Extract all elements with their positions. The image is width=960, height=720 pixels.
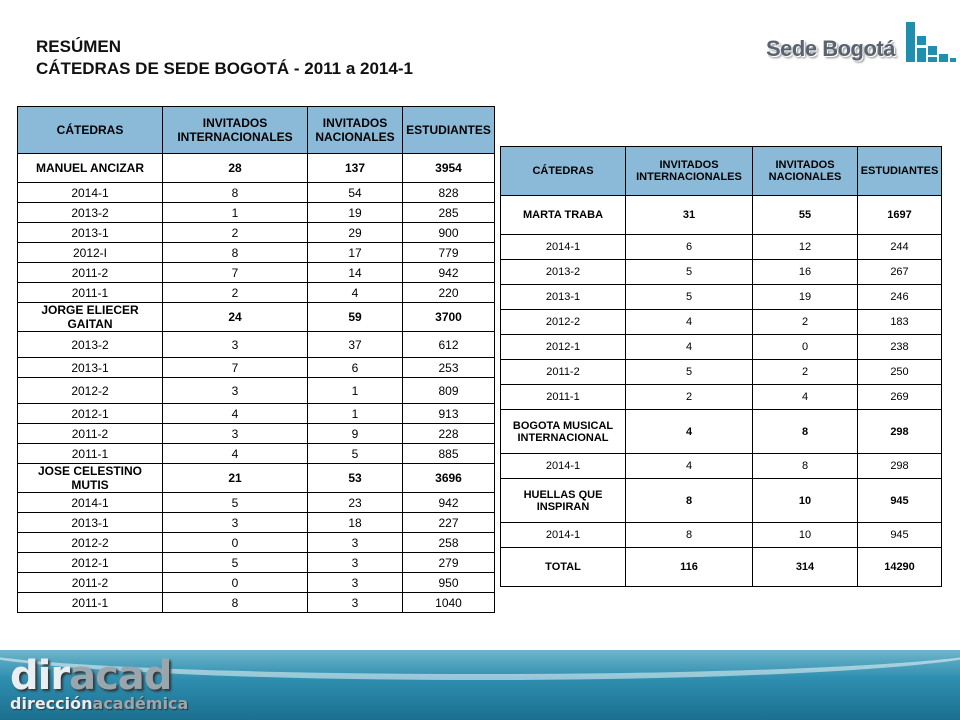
table-cell: 4 xyxy=(626,335,753,360)
table-cell: 2014-1 xyxy=(501,454,626,479)
table-cell: 19 xyxy=(308,203,403,223)
table-cell: 16 xyxy=(753,260,858,285)
table-cell: 258 xyxy=(403,533,495,553)
table-cell: 14 xyxy=(308,263,403,283)
column-header: CÁTEDRAS xyxy=(18,107,163,154)
table-cell: 2 xyxy=(163,223,308,243)
table-cell: 5 xyxy=(163,493,308,513)
table-cell: 942 xyxy=(403,263,495,283)
table-cell: HUELLAS QUE INSPIRAN xyxy=(501,479,626,523)
table-cell: 2011-1 xyxy=(18,593,163,613)
table-row xyxy=(501,260,942,285)
table-cell: 8 xyxy=(163,243,308,263)
table-cell: 3 xyxy=(308,533,403,553)
table-cell: 8 xyxy=(626,479,753,523)
table-row xyxy=(18,223,495,243)
table-cell: 285 xyxy=(403,203,495,223)
logo-academica: académica xyxy=(92,694,189,713)
table-cell: 2012-1 xyxy=(18,553,163,573)
table-cell: 116 xyxy=(626,548,753,587)
table-cell: 2012-I xyxy=(18,243,163,263)
table-row xyxy=(18,533,495,553)
table-cell: 2014-1 xyxy=(18,493,163,513)
table-cell: 279 xyxy=(403,553,495,573)
table-cell: 2011-1 xyxy=(18,283,163,303)
table-cell: 2013-2 xyxy=(18,332,163,358)
table-cell: 2011-1 xyxy=(18,444,163,464)
table-cell: 59 xyxy=(308,303,403,332)
table-cell: 8 xyxy=(753,410,858,454)
table-cell: 10 xyxy=(753,523,858,548)
table-row xyxy=(501,360,942,385)
table-row xyxy=(18,303,495,332)
table-cell: 4 xyxy=(308,283,403,303)
table-cell: 2 xyxy=(626,385,753,410)
table-cell: 267 xyxy=(858,260,942,285)
table-cell: 298 xyxy=(858,454,942,479)
table-cell: 314 xyxy=(753,548,858,587)
table-cell: 2013-1 xyxy=(18,513,163,533)
table-cell: 1040 xyxy=(403,593,495,613)
table-cell: 3 xyxy=(163,332,308,358)
table-row xyxy=(501,410,942,454)
table-cell: 4 xyxy=(163,444,308,464)
logo-dir: dir xyxy=(10,653,70,699)
table-row xyxy=(501,548,942,587)
table-cell: 3 xyxy=(163,424,308,444)
table-cell: 942 xyxy=(403,493,495,513)
table-row xyxy=(18,553,495,573)
table-cell: 238 xyxy=(858,335,942,360)
table-row xyxy=(18,593,495,613)
table-cell: 137 xyxy=(308,154,403,183)
table-cell: 4 xyxy=(626,410,753,454)
table-cell: 2013-1 xyxy=(18,223,163,243)
table-cell: 2013-1 xyxy=(18,358,163,378)
table-cell: 12 xyxy=(753,235,858,260)
table-row xyxy=(501,235,942,260)
table-row xyxy=(18,424,495,444)
table-cell: 4 xyxy=(753,385,858,410)
table-cell: 31 xyxy=(626,196,753,235)
table-row xyxy=(18,378,495,404)
table-cell: 828 xyxy=(403,183,495,203)
table-row xyxy=(18,332,495,358)
table-cell: 5 xyxy=(626,360,753,385)
table-cell: 2014-1 xyxy=(501,235,626,260)
table-cell: 2014-1 xyxy=(501,523,626,548)
table-row xyxy=(18,358,495,378)
table-row xyxy=(501,454,942,479)
table-cell: 250 xyxy=(858,360,942,385)
table-cell: MANUEL ANCIZAR xyxy=(18,154,163,183)
table-cell: 809 xyxy=(403,378,495,404)
table-cell: 3700 xyxy=(403,303,495,332)
table-cell: 2 xyxy=(753,310,858,335)
table-row xyxy=(18,444,495,464)
column-header: INVITADOS NACIONALES xyxy=(308,107,403,154)
table-cell: 950 xyxy=(403,573,495,593)
logo-direccion: dirección xyxy=(10,694,93,713)
table-row xyxy=(18,183,495,203)
column-header: ESTUDIANTES xyxy=(858,147,942,196)
table-row xyxy=(18,243,495,263)
table-cell: 1 xyxy=(163,203,308,223)
table-row xyxy=(501,479,942,523)
table-cell: 8 xyxy=(163,593,308,613)
logo-text: Sede Bogotá xyxy=(766,36,895,61)
table-cell: 3 xyxy=(163,378,308,404)
table-cell: 9 xyxy=(308,424,403,444)
table-cell: 7 xyxy=(163,358,308,378)
column-header: INVITADOS INTERNACIONALES xyxy=(163,107,308,154)
table-cell: 8 xyxy=(626,523,753,548)
table-cell: 2011-1 xyxy=(501,385,626,410)
table-cell: 6 xyxy=(308,358,403,378)
table-cell: 227 xyxy=(403,513,495,533)
table-cell: 28 xyxy=(163,154,308,183)
table-cell: 2014-1 xyxy=(18,183,163,203)
table-cell: JOSE CELESTINO MUTIS xyxy=(18,464,163,493)
table-cell: 1 xyxy=(308,378,403,404)
table-cell: 3 xyxy=(308,573,403,593)
table-cell: 779 xyxy=(403,243,495,263)
table-cell: TOTAL xyxy=(501,548,626,587)
table-row xyxy=(18,464,495,493)
table-row xyxy=(18,283,495,303)
sede-bogota-logo xyxy=(766,18,956,68)
table-cell: 885 xyxy=(403,444,495,464)
table-cell: 19 xyxy=(753,285,858,310)
table-header-row xyxy=(18,107,495,154)
diracad-logo xyxy=(10,653,189,713)
table-row xyxy=(18,493,495,513)
table-cell: 2 xyxy=(753,360,858,385)
right-table xyxy=(500,146,942,587)
table-cell: 8 xyxy=(753,454,858,479)
table-cell: 2011-2 xyxy=(18,424,163,444)
table-cell: 8 xyxy=(163,183,308,203)
table-row xyxy=(501,285,942,310)
table-cell: 3 xyxy=(308,593,403,613)
table-cell: 183 xyxy=(858,310,942,335)
table-cell: 3 xyxy=(163,513,308,533)
table-cell: 55 xyxy=(753,196,858,235)
table-cell: 2012-2 xyxy=(501,310,626,335)
table-cell: 5 xyxy=(308,444,403,464)
table-cell: 1697 xyxy=(858,196,942,235)
table-cell: 53 xyxy=(308,464,403,493)
table-cell: 54 xyxy=(308,183,403,203)
column-header: ESTUDIANTES xyxy=(403,107,495,154)
table-cell: 3954 xyxy=(403,154,495,183)
table-row xyxy=(18,404,495,424)
table-cell: BOGOTA MUSICAL INTERNACIONAL xyxy=(501,410,626,454)
table-cell: 2012-1 xyxy=(18,404,163,424)
table-cell: 244 xyxy=(858,235,942,260)
table-cell: 2013-1 xyxy=(501,285,626,310)
table-cell: 913 xyxy=(403,404,495,424)
table-cell: 0 xyxy=(753,335,858,360)
table-cell: 17 xyxy=(308,243,403,263)
table-row xyxy=(18,513,495,533)
column-header: INVITADOS INTERNACIONALES xyxy=(626,147,753,196)
table-row xyxy=(501,310,942,335)
table-cell: 0 xyxy=(163,573,308,593)
title-line-1: RESÚMEN xyxy=(36,37,122,56)
table-cell: 298 xyxy=(858,410,942,454)
table-row xyxy=(18,573,495,593)
table-cell: 6 xyxy=(626,235,753,260)
table-cell: 269 xyxy=(858,385,942,410)
table-cell: 0 xyxy=(163,533,308,553)
table-row xyxy=(501,523,942,548)
table-cell: 24 xyxy=(163,303,308,332)
footer-band xyxy=(0,650,960,720)
table-cell: 945 xyxy=(858,479,942,523)
table-row xyxy=(501,385,942,410)
table-cell: 246 xyxy=(858,285,942,310)
page-title xyxy=(36,36,413,80)
table-cell: 2012-2 xyxy=(18,533,163,553)
table-cell: 5 xyxy=(626,285,753,310)
table-cell: 2011-2 xyxy=(18,573,163,593)
table-cell: 4 xyxy=(626,454,753,479)
table-cell: 2013-2 xyxy=(501,260,626,285)
table-cell: 945 xyxy=(858,523,942,548)
table-row xyxy=(501,335,942,360)
table-cell: JORGE ELIECER GAITAN xyxy=(18,303,163,332)
column-header: INVITADOS NACIONALES xyxy=(753,147,858,196)
table-row xyxy=(501,196,942,235)
logo-blocks-icon xyxy=(906,18,956,68)
table-cell: 4 xyxy=(626,310,753,335)
table-cell: 2 xyxy=(163,283,308,303)
table-cell: 220 xyxy=(403,283,495,303)
table-cell: MARTA TRABA xyxy=(501,196,626,235)
table-cell: 14290 xyxy=(858,548,942,587)
table-cell: 21 xyxy=(163,464,308,493)
table-cell: 253 xyxy=(403,358,495,378)
table-cell: 228 xyxy=(403,424,495,444)
table-cell: 2012-2 xyxy=(18,378,163,404)
table-cell: 5 xyxy=(626,260,753,285)
table-cell: 4 xyxy=(163,404,308,424)
table-cell: 29 xyxy=(308,223,403,243)
logo-acad: acad xyxy=(69,653,172,699)
table-cell: 10 xyxy=(753,479,858,523)
table-cell: 23 xyxy=(308,493,403,513)
table-row xyxy=(18,154,495,183)
table-cell: 900 xyxy=(403,223,495,243)
table-cell: 1 xyxy=(308,404,403,424)
table-cell: 2013-2 xyxy=(18,203,163,223)
table-cell: 3 xyxy=(308,553,403,573)
table-cell: 2012-1 xyxy=(501,335,626,360)
table-row xyxy=(18,263,495,283)
table-cell: 7 xyxy=(163,263,308,283)
left-table xyxy=(17,106,495,613)
table-cell: 3696 xyxy=(403,464,495,493)
table-row xyxy=(18,203,495,223)
table-cell: 2011-2 xyxy=(18,263,163,283)
table-cell: 612 xyxy=(403,332,495,358)
table-header-row xyxy=(501,147,942,196)
table-cell: 2011-2 xyxy=(501,360,626,385)
table-cell: 5 xyxy=(163,553,308,573)
title-line-2: CÁTEDRAS DE SEDE BOGOTÁ - 2011 a 2014-1 xyxy=(36,59,413,78)
column-header: CÁTEDRAS xyxy=(501,147,626,196)
table-cell: 18 xyxy=(308,513,403,533)
table-cell: 37 xyxy=(308,332,403,358)
